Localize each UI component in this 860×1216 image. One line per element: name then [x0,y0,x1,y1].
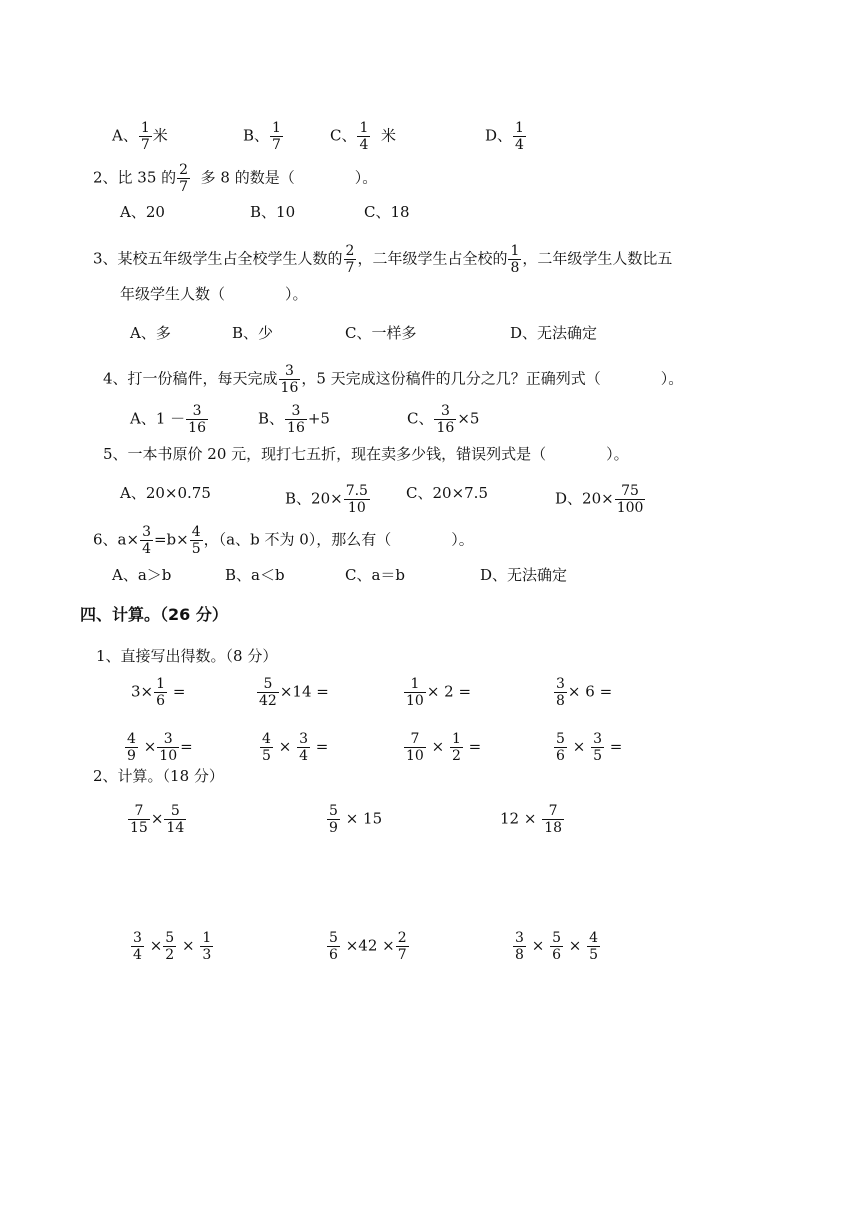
fraction: $\frac{2}{7}$ [345,243,355,276]
q1-option-d: D、 $\frac{1}{4}$ [485,120,524,153]
fraction: $\frac{1}{7}$ [272,120,281,153]
fraction: $\frac{4}{5}$ [589,930,599,963]
fraction: $\frac{1}{10}$ [406,676,424,709]
fraction: $\frac{5}{14}$ [166,803,185,836]
fraction: $\frac{3}{10}$ [159,731,178,764]
fraction: $\frac{3}{16}$ [287,403,305,436]
q3-option-a: A、多 [130,324,171,342]
fraction: $\frac{4}{5}$ [191,524,201,557]
fraction: $\frac{5}{6}$ [552,930,561,963]
fraction: $\frac{5}{6}$ [329,930,338,963]
q3-option-d: D、无法确定 [510,324,598,342]
calc-r1-4: $\frac{3}{8}$ × 6 = [556,676,613,709]
fraction: $\frac{7}{15}$ [130,803,148,836]
q4-option-b: B、 $\frac{3}{16}$ +5 [258,403,330,436]
section-4-title: 四、计算。（26 分） [80,605,228,624]
q3-option-c: C、一样多 [345,324,417,342]
q6-option-d: D、无法确定 [480,566,568,584]
calc-r2-3: $\frac{7}{10}$ × $\frac{1}{2}$ = [406,731,482,764]
calc-2-3: 12 × $\frac{7}{18}$ [500,803,563,836]
fraction: $\frac{1}{4}$ [359,120,369,153]
q1-option-b: B、 $\frac{1}{7}$ [243,120,281,153]
fraction: $\frac{7.5}{10}$ [345,483,368,516]
q3-option-b: B、少 [232,324,274,342]
question-6: 6、a× $\frac{3}{4}$ =b× $\frac{4}{5}$ ，（a、b 不为 0），那么有（ ）。 [93,524,474,557]
part-2-title: 2、计算。（18 分） [93,767,224,785]
calc-r1-1: 3× $\frac{1}{6}$ = [131,676,186,709]
part-1-title: 1、直接写出得数。（8 分） [96,647,278,665]
fraction: $\frac{3}{8}$ [515,930,524,963]
fraction: $\frac{1}{4}$ [515,120,524,153]
question-4: 4、打一份稿件，每天完成 $\frac{3}{16}$ ，5 天完成这份稿件的几分之几？正确列式（ ）。 [103,363,684,396]
question-2: 2、比 35 的 $\frac{2}{7}$ 多 8 的数是（ ）。 [93,162,378,195]
fraction: $\frac{3}{16}$ [436,403,455,436]
q2-option-b: B、10 [250,203,296,221]
q1-option-c: C、 $\frac{1}{4}$ 米 [330,120,396,153]
fraction: $\frac{5}{9}$ [329,803,338,836]
fraction: $\frac{5}{6}$ [556,731,565,764]
calc-2-6: $\frac{3}{8}$ × $\frac{5}{6}$ × $\frac{4}{5}$ [515,930,599,963]
q4-option-c: C、 $\frac{3}{16}$ ×5 [407,403,480,436]
fraction: $\frac{1}{7}$ [140,120,150,153]
fraction: $\frac{3}{8}$ [556,676,565,709]
calc-r2-2: $\frac{4}{5}$ × $\frac{3}{4}$ = [262,731,329,764]
calc-r2-4: $\frac{5}{6}$ × $\frac{3}{5}$ = [556,731,623,764]
calc-2-4: $\frac{3}{4}$ × $\frac{5}{2}$ × $\frac{1}{3}$ [133,930,212,963]
fraction: $\frac{1}{2}$ [451,731,461,764]
calc-2-5: $\frac{5}{6}$ ×42 × $\frac{2}{7}$ [329,930,407,963]
fraction: $\frac{7}{18}$ [544,803,563,836]
fraction: $\frac{5}{2}$ [165,930,175,963]
q2-option-a: A、20 [120,203,165,221]
fraction: $\frac{1}{3}$ [202,930,212,963]
fraction: $\frac{75}{100}$ [616,483,644,516]
q6-option-c: C、a＝b [345,566,406,584]
q5-option-d: D、20× $\frac{75}{100}$ [555,483,644,516]
fraction: $\frac{4}{9}$ [127,731,136,764]
fraction: $\frac{3}{5}$ [593,731,602,764]
fraction: $\frac{3}{4}$ [133,930,142,963]
question-3-line2: 年级学生人数（ ）。 [120,285,308,303]
fraction: $\frac{3}{16}$ [188,403,206,436]
fraction: $\frac{2}{7}$ [179,162,189,195]
fraction: $\frac{3}{4}$ [142,524,151,557]
question-5: 5、一本书原价 20 元，现打七五折，现在卖多少钱，错误列式是（ ）。 [103,445,629,463]
q1-option-a: A、 $\frac{1}{7}$ 米 [112,120,168,153]
q6-option-a: A、a＞b [112,566,172,584]
calc-r2-1: $\frac{4}{9}$ × $\frac{3}{10}$ = [127,731,193,764]
fraction: $\frac{3}{4}$ [299,731,308,764]
fraction: $\frac{4}{5}$ [262,731,271,764]
calc-2-1: $\frac{7}{15}$ × $\frac{5}{14}$ [130,803,185,836]
calc-r1-2: $\frac{5}{42}$ ×14 = [259,676,329,709]
fraction: $\frac{3}{16}$ [280,363,299,396]
fraction: $\frac{1}{8}$ [510,243,520,276]
q5-option-c: C、20×7.5 [406,484,488,502]
fraction: $\frac{7}{10}$ [406,731,424,764]
q5-option-a: A、20×0.75 [120,484,211,502]
q2-option-c: C、18 [364,203,410,221]
fraction: $\frac{5}{42}$ [259,676,277,709]
question-3: 3、某校五年级学生占全校学生人数的 $\frac{2}{7}$ ，二年级学生占全校的 $\frac{1}{8}$ ，二年级学生人数比五 [93,243,673,276]
calc-r1-3: $\frac{1}{10}$ × 2 = [406,676,472,709]
fraction: $\frac{1}{6}$ [156,676,166,709]
q4-option-a: A、1 － $\frac{3}{16}$ [130,403,206,436]
q6-option-b: B、a＜b [225,566,285,584]
calc-2-2: $\frac{5}{9}$ × 15 [329,803,383,836]
q5-option-b: B、20× $\frac{7.5}{10}$ [285,483,368,516]
fraction: $\frac{2}{7}$ [397,930,407,963]
